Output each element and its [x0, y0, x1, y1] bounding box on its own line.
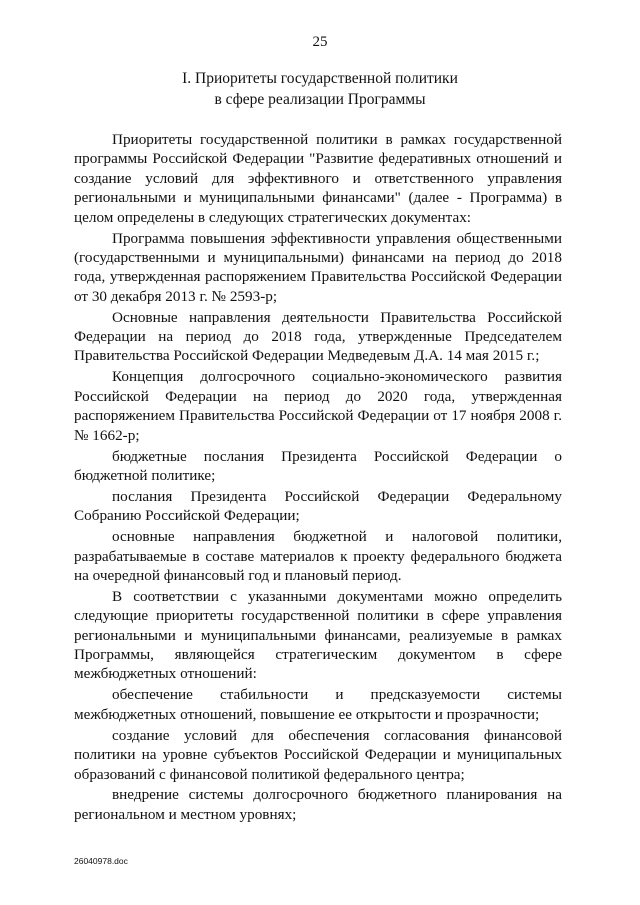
section-heading-line-2: в сфере реализации Программы [214, 91, 426, 108]
footer-filename: 26040978.doc [74, 856, 128, 866]
paragraph-long-term-concept: Концепция долгосрочного социально-экономического развития Российской Федерации на период до 2020 года, утвержденная распоряжением Правительства Российской Федерации от 17 ноября 2008 г. № 1662-р; [74, 368, 562, 444]
paragraph-coordination: создание условий для обеспечения согласования финансовой политики на уровне субъектов Российской Федерации и муниципальных образований с финансовой политикой федерального центра; [74, 726, 562, 783]
paragraph-government-directions: Основные направления деятельности Правительства Российской Федерации на период до 2018 года, утвержденные Председателем Правительства Российской Федерации Медведевым Д.А. 14 мая 2015 г.; [74, 308, 562, 365]
paragraph-budget-tax-policy: основные направления бюджетной и налоговой политики, разрабатываемые в составе материалов к проекту федерального бюджета на очередной финансовый год и плановый период. [74, 528, 562, 584]
paragraph-priorities-intro: В соответствии с указанными документами можно определить следующие приоритеты государственной политики в сфере управления региональными и муниципальными финансами, реализуемые в рамках Программы, являющейся стратегическим документом в сфере межбюджетных отношений: [74, 587, 562, 683]
paragraph-intro: Приоритеты государственной политики в рамках государственной программы Российской Федерации "Развитие федеративных отношений и создание условий для эффективного и ответственного управления региональными и муниципальными финансами" (далее - Программа) в целом определены в следующих стратегических документах: [74, 131, 562, 226]
paragraph-long-term-planning: внедрение системы долгосрочного бюджетного планирования на региональном и местном уровнях; [74, 786, 562, 823]
paragraph-program-efficiency: Программа повышения эффективности управления общественными (государственными и муниципальными) финансами на период до 2018 года, утвержденная распоряжением Правительства Российской Федерации от 30 декабря 2013 г. № 2593-р; [74, 229, 562, 305]
paragraph-president-messages: послания Президента Российской Федерации Федеральному Собранию Российской Федерации; [74, 487, 562, 525]
section-heading [0, 68, 640, 110]
section-heading-line-1: I. Приоритеты государственной политики [182, 70, 458, 87]
paragraph-stability: обеспечение стабильности и предсказуемости системы межбюджетных отношений, повышение ее открытости и прозрачности; [74, 686, 562, 723]
page-number: 25 [312, 34, 328, 50]
paragraph-budget-messages: бюджетные послания Президента Российской Федерации о бюджетной политике; [74, 447, 562, 484]
document-body [74, 130, 562, 824]
